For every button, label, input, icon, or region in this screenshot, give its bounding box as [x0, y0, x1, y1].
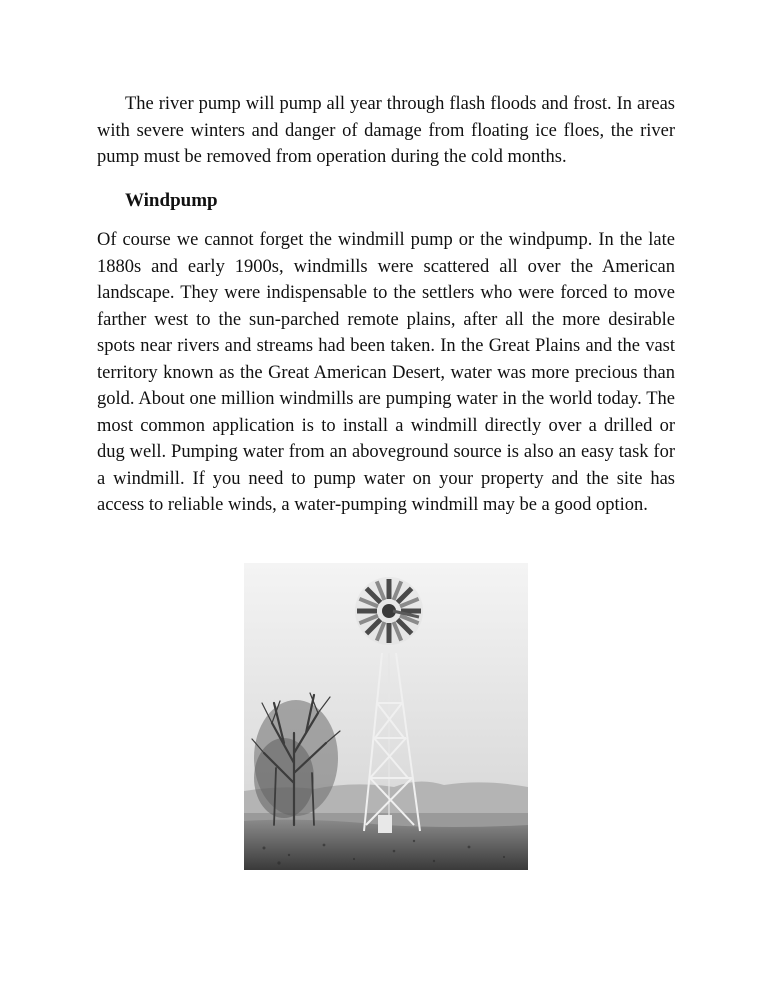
windpump-heading: Windpump: [125, 190, 218, 211]
windpump-paragraph: Of course we cannot forget the windmill pump or the windpump. In the late 1880s and early 1900s, windmills were scattered all over the American landscape. They were indispensable to the settlers who were forced to move farther west to the sun-parched remote plains, after all the more desirable spots near rivers and streams had been taken. In the Great Plains and the vast territory known as the Great American Desert, water was more precious than gold. About one million windmills are pumping water in the world today. The most common application is to install a windmill directly over a drilled or dug well. Pumping water from an aboveground source is also an easy task for a windmill. If you need to pump water on your property and the site has access to reliable winds, a water-pumping windmill may be a good option.: [97, 230, 675, 515]
windmill-photo: [244, 563, 528, 870]
pump-tank: [378, 815, 392, 833]
windmill-fan: [355, 577, 423, 645]
river-pump-paragraph: The river pump will pump all year through flash floods and frost. In areas with severe winters and danger of damage from floating ice floes, the river pump must be removed from operation during the cold months.: [97, 94, 675, 167]
windmill-photo-illustration: [244, 563, 528, 870]
